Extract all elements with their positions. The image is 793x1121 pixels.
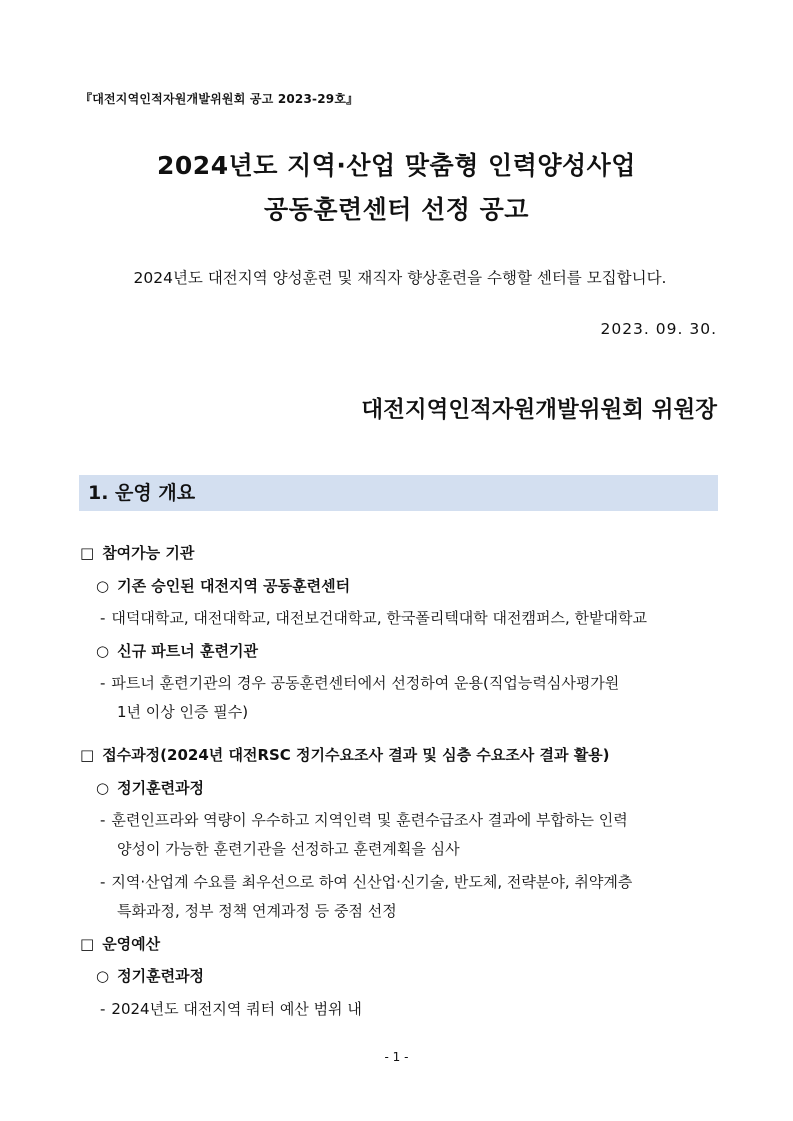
- subheading-new-partner-label: 신규 파트너 훈련기관: [117, 642, 258, 660]
- new-partner-item-line2: 1년 이상 인증 필수): [117, 703, 249, 721]
- subheading-existing-centers-label: 기존 승인된 대전지역 공동훈련센터: [117, 577, 351, 595]
- notice-date: 2023. 09. 30.: [600, 320, 717, 338]
- section-title: 1. 운영 개요: [88, 482, 196, 504]
- intro-text: 2024년도 대전지역 양성훈련 및 재직자 향상훈련을 수행할 센터를 모집합니다.: [133, 269, 667, 287]
- regular-item2-text-line1: 지역·산업계 수요를 최우선으로 하여 신산업·신기술, 반도체, 전략분야, 취약계층: [111, 873, 633, 891]
- dash-bullet-icon: -: [100, 609, 106, 627]
- regular-item2-line2: 특화과정, 정부 정책 연계과정 등 중점 선정: [117, 902, 397, 920]
- existing-centers-list: [100, 608, 647, 628]
- circle-bullet-icon: ○: [96, 642, 110, 660]
- heading-courses: [80, 745, 610, 765]
- circle-bullet-icon: ○: [96, 779, 110, 797]
- page-number: - 1 -: [384, 1050, 409, 1064]
- existing-centers-text: 대덕대학교, 대전대학교, 대전보건대학교, 한국폴리텍대학 대전캠퍼스, 한밭대학교: [111, 609, 647, 627]
- regular-item1-line1: [100, 810, 628, 830]
- document-title-line2: 공동훈련센터 선정 공고: [264, 195, 529, 224]
- heading-participants-label: 참여가능 기관: [102, 544, 195, 562]
- dash-bullet-icon: -: [100, 1000, 106, 1018]
- square-bullet-icon: □: [80, 746, 95, 764]
- heading-courses-label: 접수과정(2024년 대전RSC 정기수요조사 결과 및 심층 수요조사 결과 활용): [102, 746, 610, 764]
- budget-item-text: 2024년도 대전지역 쿼터 예산 범위 내: [111, 1000, 362, 1018]
- heading-budget: [80, 934, 160, 954]
- heading-budget-label: 운영예산: [102, 935, 161, 953]
- dash-bullet-icon: -: [100, 873, 106, 891]
- issuer-name: 대전지역인적자원개발위원회 위원장: [361, 397, 717, 423]
- document-title-line1: 2024년도 지역·산업 맞춤형 인력양성사업: [157, 151, 636, 180]
- notice-number: 『대전지역인적자원개발위원회 공고 2023-29호』: [80, 92, 359, 106]
- regular-item2-line1: [100, 872, 632, 892]
- circle-bullet-icon: ○: [96, 967, 110, 985]
- subheading-budget-regular: [96, 966, 204, 986]
- subheading-new-partner: [96, 641, 258, 661]
- square-bullet-icon: □: [80, 935, 95, 953]
- new-partner-item-line1: [100, 673, 619, 693]
- regular-item1-text-line1: 훈련인프라와 역량이 우수하고 지역인력 및 훈련수급조사 결과에 부합하는 인력: [111, 811, 628, 829]
- circle-bullet-icon: ○: [96, 577, 110, 595]
- subheading-regular-courses: [96, 778, 204, 798]
- subheading-regular-courses-label: 정기훈련과정: [117, 779, 205, 797]
- new-partner-text-line1: 파트너 훈련기관의 경우 공동훈련센터에서 선정하여 운용(직업능력심사평가원: [111, 674, 620, 692]
- regular-item1-line2: 양성이 가능한 훈련기관을 선정하고 훈련계획을 심사: [117, 840, 460, 858]
- heading-participants: [80, 543, 194, 563]
- subheading-budget-regular-label: 정기훈련과정: [117, 967, 205, 985]
- dash-bullet-icon: -: [100, 811, 106, 829]
- dash-bullet-icon: -: [100, 674, 106, 692]
- square-bullet-icon: □: [80, 544, 95, 562]
- subheading-existing-centers: [96, 576, 350, 596]
- budget-item: [100, 999, 362, 1019]
